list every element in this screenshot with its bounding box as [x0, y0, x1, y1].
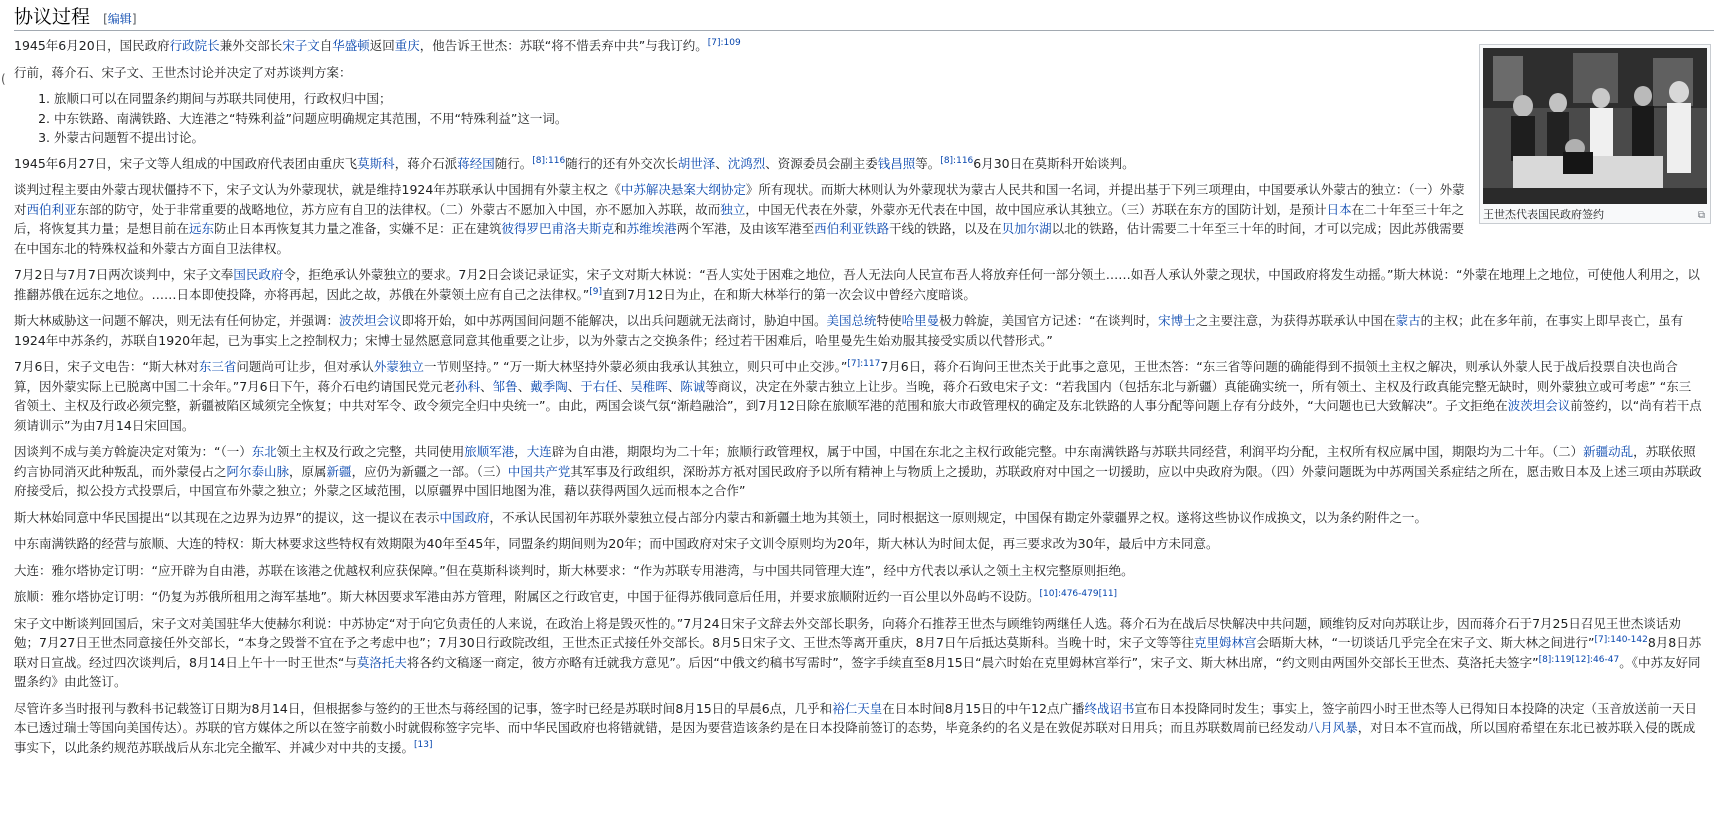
edit-section: [编辑] — [103, 12, 137, 26]
paragraph: 谈判过程主要由外蒙古现状僵持不下，宋子文认为外蒙现状，就是维持1924年苏联承认中国拥有外蒙主权之《中苏解决悬案大纲协定》所有现状。而斯大林则认为外蒙现状为蒙古人民共和国一名词，并提出基于下列三项理由，中国要承认外蒙古的独立：（一）外蒙对西伯利亚东部的防守，处于非常重要的战略地位，苏方应有自卫的法律权。（二）外蒙古不愿加入中国，亦不愿加入苏联，故而独立，中国无代表在外蒙，外蒙亦无代表在中国，故中国应承认其独立。（三）苏联在东方的国防计划，是预计日本在二十年至三十年之后，将恢复其力量；是想目前在远东防止日本再恢复其力量之准备，实嫌不足：正在建筑彼得罗巴甫洛夫斯克和苏维埃港两个军港，及由该军港至西伯利亚铁路干线的铁路，以及在贝加尔湖以北的铁路，估计需要二十年至三十年的时间，才可以完成；因此苏俄需要在中国东北的特殊权益和外蒙古方面自卫法律权。 — [14, 182, 1465, 256]
edit-link[interactable]: 编辑 — [107, 12, 132, 26]
citation-ref[interactable]: [7]:109 — [707, 37, 741, 48]
list-item: 2. 中东铁路、南满铁路、大连港之“特殊利益”问题应明确规定其范围，不用“特殊利益”这一词。 — [54, 109, 1702, 129]
wiki-link[interactable]: 外蒙独立 — [373, 359, 424, 374]
paragraph: 斯大林始同意中华民国提出“以其现在之边界为边界”的提议，这一提议在表示中国政府，不承认民国初年苏联外蒙独立侵占部分内蒙古和新疆土地为其领土，同时根据这一原则规定，中国保有勘定外蒙疆界之权。遂将这些协议作成换文，以为条约附件之一。 — [14, 509, 1427, 525]
wiki-link[interactable]: 远东 — [189, 221, 215, 236]
wiki-link[interactable]: 东三省 — [198, 359, 237, 374]
paragraph: 7月2日与7月7日两次谈判中，宋子文奉国民政府令，拒绝承认外蒙独立的要求。7月2日会谈记录证实，宋子文对斯大林说：“吾人实处于困难之地位，吾人无法向人民宣布吾人将放弃任何一部分领土……如吾人承认外蒙之现状，中国政府将发生动摇。”斯大林说：“外蒙在地理上之地位，可使他人利用之，以推翻苏俄在远东之地位。……日本即使投降，亦将再起，因此之故，苏俄在外蒙领土应有自己之法律权。”[9]直到7月12日为止，在和斯大林举行的第一次会议中曾经六度暗谈。 — [14, 267, 1700, 302]
citation-ref[interactable]: [9] — [589, 286, 602, 297]
wiki-link[interactable]: 新疆 — [326, 463, 352, 479]
wiki-link[interactable]: 美国总统 — [826, 313, 877, 328]
wiki-link[interactable]: 八月风暴 — [1307, 720, 1358, 735]
wiki-link[interactable]: 莫斯科 — [357, 155, 395, 171]
wiki-link[interactable]: 彼得罗巴甫洛夫斯克 — [501, 221, 615, 236]
wiki-link[interactable]: 终战诏书 — [1084, 700, 1135, 716]
wiki-link[interactable]: 独立 — [720, 201, 746, 217]
citation-ref[interactable]: [13] — [414, 739, 433, 750]
wiki-link[interactable]: 克里姆林宫 — [1194, 635, 1257, 650]
wiki-link[interactable]: 蒙古 — [1395, 313, 1421, 328]
wiki-link[interactable]: 胡世泽 — [677, 155, 716, 171]
wiki-link[interactable]: 苏维埃港 — [626, 221, 677, 236]
negotiation-plan-list — [14, 89, 1702, 148]
paragraph: 7月6日，宋子文电告：“斯大林对东三省问题尚可让步，但对承认外蒙独立一节则坚持。” “万一斯大林坚持外蒙必须由我承认其独立，则只可中止交涉。”$^{[7]:117}$7月6日，蒋介石询问王世杰关于此事之意见，王世杰答：“东三省等问题的确能得到不损领土主权之解决，则承认外蒙人民于战后投票自决也尚合算，因外蒙实际上已脱离中国二十余年。”7月6日下午，蒋介石电约请国民党元老孙科、邹鲁、戴季陶、于右任、吴稚晖、陈诚等商议，决定在外蒙古独立上让步。当晚，蒋介石致电宋子文：“若我国内（包括东北与新疆）真能确实统一，所有领土、主权及行政真能完整无缺时，则外蒙独立或可考虑” “东三省领土、主权及行政必须完整，新疆被陷区域须完全恢复；中共对军令、政令须完全归中央统一”。由此，两国会谈气氛“渐趋融洽”，到7月12日除在旅顺军港的范围和旅大市政管理权的确定及东北铁路的人事分配等问题上存有分歧外，“大问题也已大致解决”。子文拒绝在波茨坦会议前签约，以“尚有若干点须请训示”为由7月14日宋回国。 — [14, 358, 1702, 433]
citation-ref[interactable]: [8]:116 — [940, 155, 974, 166]
section-title: 协议过程 — [14, 6, 91, 28]
paragraph: 1945年6月27日，宋子文等人组成的中国政府代表团由重庆飞莫斯科，蒋介石派蒋经国随行。$^{[8]:116}$随行的还有外交次长胡世泽、沈鸿烈、资源委员会副主委钱昌照等。$^{[8]:116}$6月30日在莫斯科开始谈判。 — [14, 155, 1135, 171]
wiki-link[interactable]: 孙科 — [455, 378, 481, 394]
wiki-link[interactable]: 邹鲁 — [492, 378, 518, 394]
paragraph: 大连：雅尔塔协定订明：“应开辟为自由港，苏联在该港之优越权利应获保障。”但在莫斯科谈判时，斯大林要求：“作为苏联专用港湾，与中国共同管理大连”，经中方代表以承认之领土主权完整原则拒绝。 — [14, 562, 1134, 578]
list-item: 1. 旅顺口可以在同盟条约期间与苏联共同使用，行政权归中国； — [54, 89, 1702, 109]
intro-paragraphs — [14, 36, 1702, 82]
citation-ref[interactable]: [10]:476-479[11] — [1039, 588, 1118, 599]
wiki-link[interactable]: 行政院长 — [169, 38, 220, 53]
citation-ref[interactable]: [7]:140-142 — [1594, 634, 1648, 645]
wiki-link[interactable]: 莫洛托夫 — [356, 654, 407, 670]
wiki-link[interactable]: 陈诚 — [680, 378, 706, 394]
wiki-link[interactable]: 中国共产党 — [507, 463, 571, 479]
wiki-link[interactable]: 中国政府 — [439, 509, 490, 525]
wiki-link[interactable]: 波茨坦会议 — [1507, 398, 1571, 413]
wiki-link[interactable]: 中苏解决悬案大纲协定 — [620, 182, 746, 197]
wiki-link[interactable]: 重庆 — [394, 38, 420, 53]
paragraph: 宋子文中断谈判回国后，宋子文对美国驻华大使赫尔利说：中苏协定“对于向它负责任的人来说，在政治上将是毁灭性的。”7月24日宋子文辞去外交部长职务，向蒋介石推荐王世杰与顾维钧两继任人选。蒋介石为在战后尽快解决中共问题，顾维钧反对向苏联让步，因而蒋介石于7月25日召见王世杰谈话劝勉；7月27日王世杰同意接任外交部长，“本身之毁誉不宜在予之考虑中也”；7月30日行政院改组，王世杰正式接任外交部长。8月5日宋子文、王世杰等离开重庆，8月7日午后抵达莫斯科。当晚十时，宋子文等等往克里姆林宫会晤斯大林，“一切谈话几乎完全在宋子文、斯大林之间进行”$^{[7]:140-142}$8月8日苏联对日宣战。经过四次谈判后，8月14日上午十一时王世杰“与莫洛托夫将各约文稿逐一商定，彼方亦略有迁就我方意见”。后因“中俄文约稿书写需时”，签字手续直至8月15日“晨六时始在克里姆林宫举行”，宋子文、斯大林出席，“约文则由两国外交部长王世杰、莫洛托夫签字”$^{[8]:119[12]:46-47}$。《中苏友好同盟条约》由此签订。 — [14, 615, 1702, 689]
article-body — [14, 36, 1702, 764]
wiki-link[interactable]: 日本 — [1326, 201, 1352, 217]
citation-ref[interactable]: [8]:119[12]:46-47 — [1538, 654, 1620, 665]
paragraph: 斯大林威胁这一问题不解决，则无法有任何协定，并强调：波茨坦会议即将开始，如中苏两国间问题不能解决，以出兵问题就无法商讨，胁迫中国。美国总统特使哈里曼极力斡旋，美国官方记述：“在谈判时，宋博士之主要注意，为获得苏联承认中国在蒙古的主权；此在多年前，在事实上即早丧亡，虽有1924年中苏条约，苏联自1920年起，已为事实上之控制权力；宋博士显然愿意同意其他重要之让步，以为外蒙古之交换条件；经过若干困难后，哈里曼先生始劝服其接受实质以代替形式。” — [14, 313, 1684, 348]
paragraph: 1945年6月20日，国民政府行政院长兼外交部长宋子文自华盛顿返回重庆，他告诉王世杰：苏联“将不惜丢弃中共”与我订约。$^{[7]:109}$ — [14, 37, 741, 53]
wiki-link[interactable]: 波茨坦会议 — [339, 313, 402, 328]
body-paragraphs — [14, 154, 1702, 758]
wiki-link[interactable]: 沈鸿烈 — [727, 155, 766, 171]
wiki-link[interactable]: 西伯利亚铁路 — [814, 221, 890, 236]
wiki-link[interactable]: 裕仁天皇 — [832, 700, 883, 716]
wiki-link[interactable]: 东北 — [251, 444, 277, 459]
caption-text: 王世杰代表国民政府签约 — [1483, 208, 1604, 221]
wiki-link[interactable]: 宋子文 — [282, 38, 320, 53]
paragraph: 尽管许多当时报刊与教科书记载签订日期为8月14日，但根据参与签约的王世杰与蒋经国的记事，签字时已经是苏联时间8月15日的早晨6点，几乎和裕仁天皇在日本时间8月15日的中午12点广播终战诏书宣布日本投降同时发生；事实上，签字前四小时王世杰等人已得知日本投降的决定（玉音放送前一天日本已透过瑞士等国向美国传达）。苏联的官方媒体之所以在签字前数小时就假称签字完毕、而中华民国政府也将错就错，是因为要营造该条约是在日本投降前签订的态势，毕竟条约的名义是在敦促苏联对日用兵；而且苏联数周前已经发动八月风暴，对日本不宣而战，所以国府希望在东北已被苏联入侵的既成事实下，以此条约规范苏联战后从东北完全撤军、并减少对中共的支援。[13] — [14, 700, 1697, 755]
citation-ref[interactable]: [7]:117 — [847, 358, 881, 369]
section-heading — [14, 4, 1714, 31]
wiki-link[interactable]: 旅顺军港 — [464, 444, 515, 459]
magnify-icon[interactable]: ⧉ — [1697, 210, 1705, 221]
wiki-link[interactable]: 华盛顿 — [332, 38, 370, 53]
wiki-link[interactable]: 哈里曼 — [901, 313, 940, 328]
wiki-link[interactable]: 贝加尔湖 — [1001, 221, 1052, 236]
wiki-link[interactable]: 宋博士 — [1158, 313, 1196, 328]
wiki-link[interactable]: 大连 — [526, 444, 552, 459]
wiki-link[interactable]: 钱昌照 — [877, 155, 916, 171]
wiki-link[interactable]: 西伯利亚 — [26, 201, 77, 217]
side-marker: ( — [1, 72, 6, 86]
paragraph: 行前，蒋介石、宋子文、王世杰讨论并决定了对苏谈判方案： — [14, 64, 352, 80]
wiki-link[interactable]: 蒋经国 — [457, 155, 495, 171]
wiki-link[interactable]: 阿尔泰山脉 — [226, 463, 290, 479]
wiki-link[interactable]: 新疆动乱 — [1583, 444, 1634, 459]
paragraph: 中东南满铁路的经营与旅顺、大连的特权：斯大林要求这些特权有效期限为40年至45年，同盟条约期间则为20年；而中国政府对宋子文训令原则均为20年，斯大林认为时间太促，再三要求改为30年，最后中方未同意。 — [14, 536, 1219, 551]
wiki-link[interactable]: 于右任 — [580, 378, 618, 394]
list-item: 3. 外蒙古问题暂不提出讨论。 — [54, 128, 1702, 148]
wiki-link[interactable]: 戴季陶 — [530, 378, 568, 394]
citation-ref[interactable]: [8]:116 — [532, 155, 566, 166]
paragraph: 旅顺：雅尔塔协定订明：“仍复为苏俄所租用之海军基地”。斯大林因要求军港由苏方管理，附属区之行政官吏，中国于征得苏俄同意后任用，并要求旅顺附近约一百公里以外岛屿不设防。[10]:476-479[11] — [14, 588, 1118, 604]
paragraph: 因谈判不成与美方斡旋决定对策为：“（一）东北领土主权及行政之完整，共同使用旅顺军港，大连辟为自由港，期限均为二十年；旅顺行政管理权，属于中国，中国在东北之主权行政能完整。中东南满铁路与苏联共同经营，利润平均分配，主权所有权应属中国，期限均为二十年。（二）新疆动乱，苏联依照约言协同消灭此种叛乱，而外蒙侵占之阿尔泰山脉，原属新疆，应仍为新疆之一部。（三）中国共产党其军事及行政组织，深盼苏方祇对国民政府予以所有精神上与物质上之援助，苏联政府对中国之一切援助，应以中央政府为限。（四）外蒙问题既为中苏两国关系症结之所在，愿击败日本及上述三项由苏联政府接受后，拟公投方式投票后，中国宣布外蒙之独立；外蒙之区域范围，以原疆界中国旧地图为准，藉以获得两国久远而根本之合作” — [14, 444, 1702, 498]
wiki-link[interactable]: 吴稚晖 — [630, 378, 668, 394]
wiki-link[interactable]: 国民政府 — [233, 267, 284, 282]
